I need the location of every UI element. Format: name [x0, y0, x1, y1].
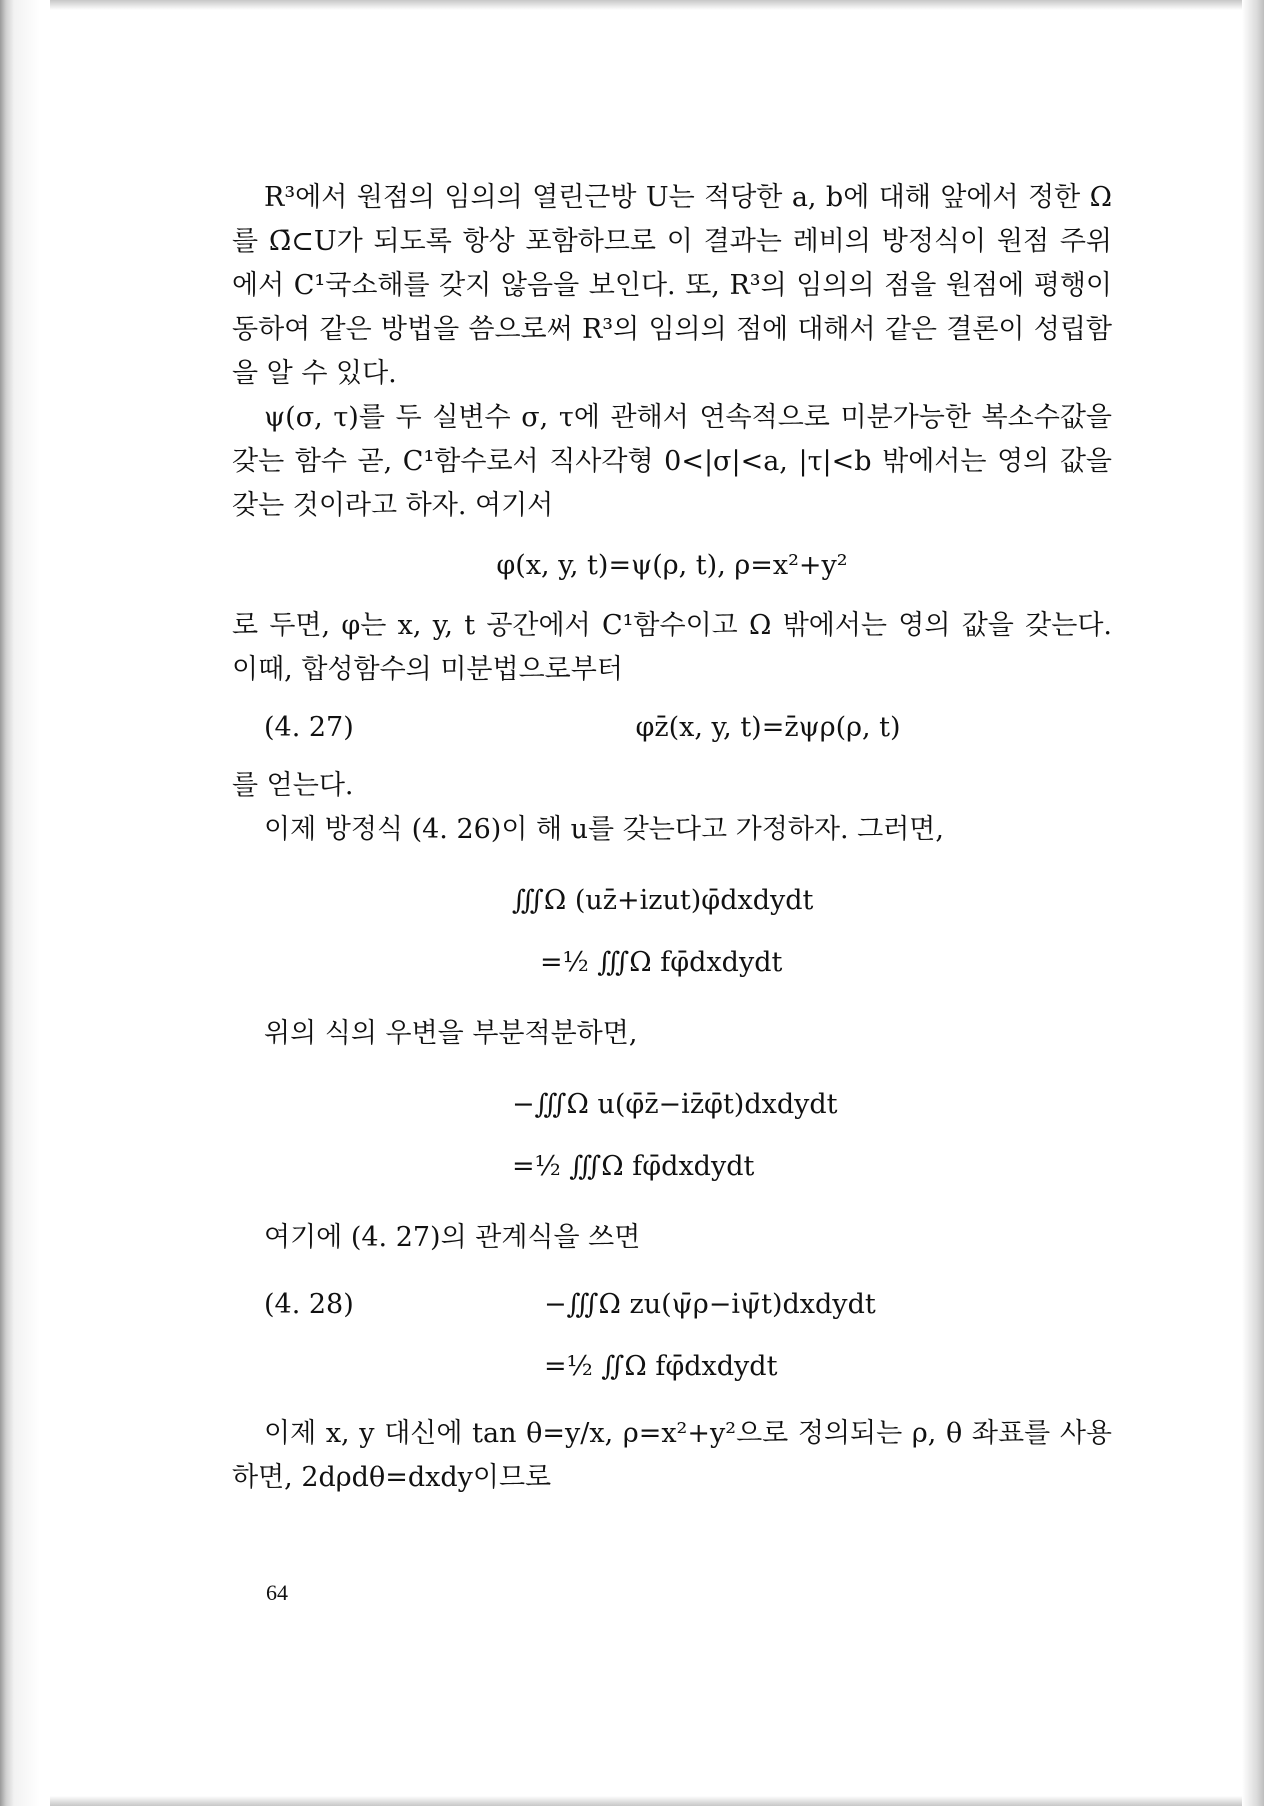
- equation-phi-definition: φ(x, y, t)=ψ(ρ, t), ρ=x²+y²: [496, 550, 848, 581]
- equation-number-4-27: (4. 27): [264, 712, 354, 743]
- book-binding-shadow: [0, 0, 60, 1806]
- equation-4-27: [232, 706, 1112, 750]
- paragraph-7: 여기에 (4. 27)의 관계식을 쓰면: [264, 1222, 641, 1253]
- paragraph-3: 로 두면, φ는 x, y, t 공간에서 C¹함수이고 Ω 밖에서는 영의 값을 갖는다. 이때, 합성함수의 미분법으로부터: [232, 610, 1112, 685]
- page-number: 64: [266, 1580, 288, 1605]
- equation-4-27-body: φz̄(x, y, t)=z̄ψρ(ρ, t): [635, 712, 901, 743]
- paragraph-1: R³에서 원점의 임의의 열린근방 U는 적당한 a, b에 대해 앞에서 정한 Ω를 Ω̄⊂U가 되도록 항상 포함하므로 이 결과는 레비의 방정식이 원점 주위에서 C¹국소해를 갖지 않음을 보인다. 또, R³의 임의의 점을 원점에 평행이동하여 같은 방법을 씀으로써 R³의 임의의 점에 대해서 같은 결론이 성립함을 알 수 있다.: [232, 182, 1112, 389]
- equation-4-28-body: [424, 1274, 1112, 1398]
- equation-number-4-28: (4. 28): [264, 1289, 354, 1320]
- equation-block-b: [512, 1074, 1112, 1198]
- paragraph-2: ψ(σ, τ)를 두 실변수 σ, τ에 관해서 연속적으로 미분가능한 복소수값을 갖는 함수 곧, C¹함수로서 직사각형 0<|σ|<a, |τ|<b 밖에서는 영의 값을 갖는 것이라고 하자. 여기서: [232, 402, 1112, 521]
- paragraph-8: 이제 x, y 대신에 tan θ=y/x, ρ=x²+y²으로 정의되는 ρ, θ 좌표를 사용하면, 2dρdθ=dxdy이므로: [232, 1418, 1112, 1493]
- paragraph-5: 이제 방정식 (4. 26)이 해 u를 갖는다고 가정하자. 그러면,: [264, 814, 944, 845]
- page-edge-top: [50, 0, 1264, 10]
- equation-c-line-2: =½ ∬Ω fφ̄dxdydt: [544, 1351, 778, 1382]
- page-body: [232, 176, 1112, 1500]
- equation-c-line-1: −∭Ω zu(ψ̄ρ−iψ̄t)dxdydt: [544, 1289, 876, 1320]
- page-edge-right: [1242, 0, 1264, 1806]
- paragraph-4: 를 얻는다.: [232, 770, 354, 801]
- equation-b-line-2: =½ ∭Ω fφ̄dxdydt: [512, 1151, 755, 1182]
- equation-4-28: [232, 1274, 1112, 1398]
- equation-b-line-1: −∭Ω u(φ̄z̄−iz̄φ̄t)dxdydt: [512, 1089, 838, 1120]
- paragraph-6: 위의 식의 우변을 부분적분하면,: [264, 1018, 638, 1049]
- page-edge-bottom: [50, 1796, 1264, 1806]
- equation-a-line-1: ∭Ω (uz̄+izut)φ̄dxdydt: [512, 885, 814, 916]
- equation-a-line-2: =½ ∭Ω fφ̄dxdydt: [540, 947, 783, 978]
- equation-block-a: [512, 870, 1112, 994]
